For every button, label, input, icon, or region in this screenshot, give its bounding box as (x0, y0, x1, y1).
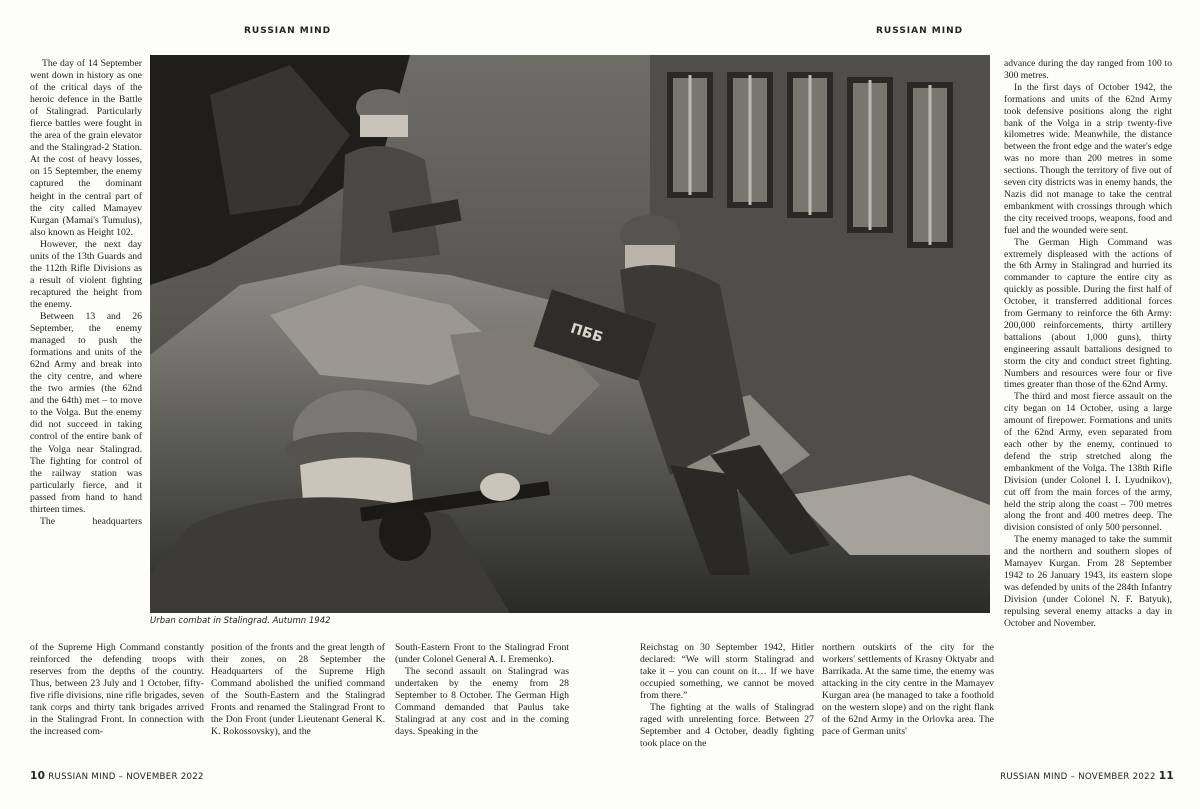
paragraph: The headquarters (40, 515, 142, 527)
paragraph: The second assault on Stalingrad was undertaken by the enemy from 28 September to 8 October. The German High Command demanded that Paulus take Stalingrad at any cost and in the coming days. Speaking in the (395, 666, 569, 738)
text-column-right (1004, 58, 1172, 630)
footer-left (30, 770, 204, 782)
crate-stencil-text: ПББ (568, 320, 605, 347)
page-number-right: 11 (1158, 770, 1174, 782)
footer-left-text: RUSSIAN MIND – NOVEMBER 2022 (48, 772, 204, 782)
photo-caption: Urban combat in Stalingrad. Autumn 1942 (150, 616, 331, 626)
page-number-left: 10 (30, 770, 46, 782)
footer-right (1000, 770, 1174, 782)
paragraph: of the Supreme High Command constantly reinforced the defending troops with reserves from the depths of the country. Thus, between 23 July and 1 October, fifty-five rifle divisions, nine rifle brigades, seven tank corps and thirty tank brigades arrived in the Stalingrad Front. In connection with the increased com- (30, 642, 204, 738)
text-column-bottom-5 (822, 642, 994, 738)
paragraph: position of the fronts and the great length of their zones, on 28 September the Headquarters of the Supreme High Command abolished the unified command of the South-Eastern and the Stalingrad Fronts and renamed the Stalingrad Front to the Don Front (under Lieutenant General K. K. Rokossovsky), and the (211, 642, 385, 738)
text-column-left (30, 58, 142, 528)
paragraph: Reichstag on 30 September 1942, Hitler declared: “We will storm Stalingrad and take it – you can count on it… If we have occupied something, we cannot be moved from there.” (640, 642, 814, 702)
footer-right-text: RUSSIAN MIND – NOVEMBER 2022 (1000, 772, 1156, 782)
paragraph: The third and most fierce assault on the city began on 14 October, using a large amount of firepower. Formations and units of the 62nd Army, even separated from each other by the enemy, continued to defend the strip stretched along the embankment of the Volga. The 138th Rifle Division (under Colonel I. I. Lyudnikov), cut off from the main forces of the army, held the strip along the coast – 700 metres along the front and 400 metres deep. The division consisted of only 500 personnel. (1004, 391, 1172, 534)
text-column-bottom-2 (211, 642, 385, 738)
paragraph: The enemy managed to take the summit and the northern and southern slopes of Mamayev Kurgan. From 28 September 1942 to 26 January 1943, its eastern slope was defended by units of the 284th Infantry Division (under Colonel N. F. Batyuk), repulsing several enemy attacks a day in October and November. (1004, 534, 1172, 629)
text-column-bottom-1 (30, 642, 204, 738)
paragraph: advance during the day ranged from 100 to 300 metres. (1004, 58, 1172, 81)
text-column-bottom-4 (640, 642, 814, 750)
paragraph: The day of 14 September went down in history as one of the critical days of the heroic defence in the Battle of Stalingrad. Particularly fierce battles were fought in the area of the grain elevator and the Stalingrad-2 Station. At the cost of heavy losses, on 15 September, the enemy captured the dominant height in the central part of the city called Mamayev Kurgan (Mamai's Tumulus), also known as Height 102. (30, 58, 142, 238)
text-column-bottom-3 (395, 642, 569, 738)
paragraph: However, the next day units of the 13th Guards and the 112th Rifle Divisions as a result of violent fighting recaptured the height from the enemy. (30, 238, 142, 310)
paragraph: The fighting at the walls of Stalingrad raged with unrelenting force. Between 27 September and 4 October, deadly fighting took place on the (640, 702, 814, 750)
paragraph: The German High Command was extremely displeased with the actions of the 6th Army in Stalingrad and hurried its commander to capture the entire city as quickly as possible. During the first half of October, it transferred additional forces from Germany to reinforce the 6th Army: 200,000 reinforcements, thirty artillery battalions (about 1,000 guns), thirty engineering assault battalions designed to storm the city and conduct street fighting. Numbers and resources were four or five times greater than those of the 62nd Army. (1004, 236, 1172, 391)
paragraph: northern outskirts of the city for the workers' settlements of Krasny Oktyabr and Barrikada. At the same time, the enemy was attacking in the city centre in the Mamayev Kurgan area (he managed to take a foothold on the western slope) and on the right flank of the 62nd Army in the Orlovka area. The pace of German units' (822, 642, 994, 738)
masthead-logo-right: RUSSIAN MIND (876, 26, 964, 36)
photograph-urban-combat (150, 55, 990, 613)
paragraph: Between 13 and 26 September, the enemy managed to push the formations and units of the 62nd Army and break into the city centre, and where the two armies (the 62nd and the 64th) met – to move to the Volga. But the enemy did not succeed in taking control of the entire bank of the Volga near Stalingrad. The fighting for control of the railway station was particularly fierce, and it passed from hand to hand thirteen times. (30, 310, 142, 515)
photograph-illustration (150, 55, 990, 613)
masthead-logo-left: RUSSIAN MIND (244, 26, 332, 36)
paragraph: South-Eastern Front to the Stalingrad Front (under Colonel General A. I. Eremenko). (395, 642, 569, 666)
paragraph: In the first days of October 1942, the formations and units of the 62nd Army took defensive positions along the right bank of the Volga in a strip twenty-five kilometres wide. Meanwhile, the distance between the front edge and the water's edge was no more than 200 metres in some sections. Though the territory of five out of seven city districts was in enemy hands, the Nazis did not manage to take the central embankment with crossings through which the city received troops, weapons, food and fuel and the wounded were sent. (1004, 81, 1172, 236)
